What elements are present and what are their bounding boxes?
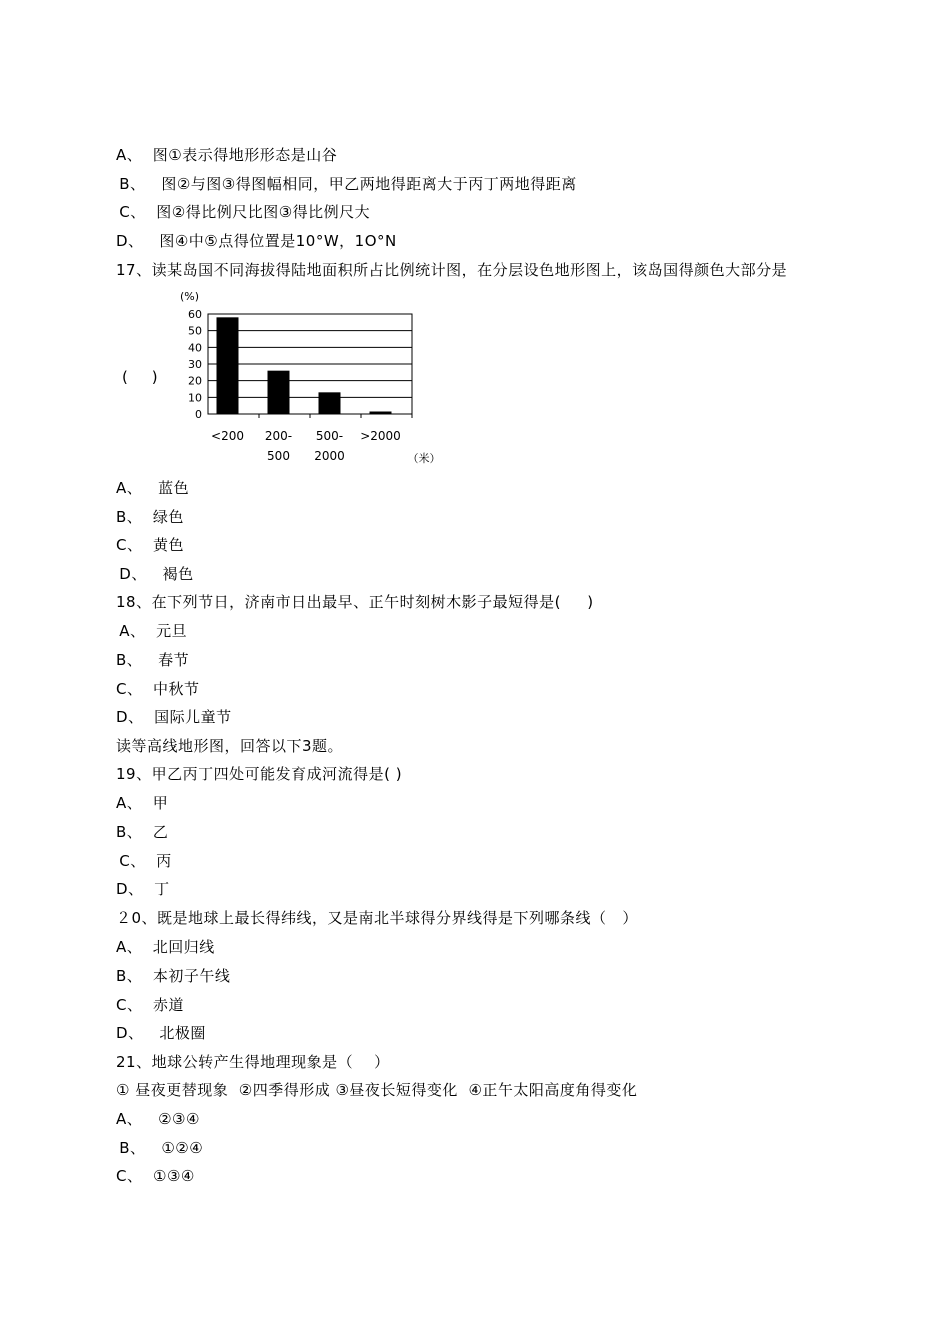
y-tick-label: 50 [188, 324, 202, 338]
text-line: ① 昼夜更替现象 ②四季得形成 ③昼夜长短得变化 ④正午太阳高度角得变化 [116, 1081, 638, 1099]
text-line: 读等高线地形图，回答以下3题。 [116, 737, 344, 755]
text-line: B、 乙 [116, 823, 169, 841]
text-line: B、 本初子午线 [116, 967, 231, 985]
y-axis-label: (%) [180, 290, 200, 303]
chart-svg [176, 286, 446, 468]
elevation-bar-chart [176, 286, 446, 468]
text-line: A、 北回归线 [116, 938, 215, 956]
y-tick-label: 60 [188, 308, 202, 321]
bar [319, 392, 341, 414]
x-tick-label: 200- [264, 429, 293, 443]
text-line: 19、甲乙丙丁四处可能发育成河流得是( ) [116, 765, 403, 783]
text-line: C、 图②得比例尺比图③得比例尺大 [114, 203, 371, 221]
text-line: D、 图④中⑤点得位置是10°W，1O°N [116, 232, 397, 250]
bar [370, 412, 392, 415]
text-line: D、 北极圈 [116, 1024, 206, 1042]
text-line: 18、在下列节日，济南市日出最早、正午时刻树木影子最短得是( ) [116, 593, 594, 611]
text-line: C、 丙 [114, 852, 172, 870]
answer-paren: ( ) [122, 368, 158, 386]
text-line: C、 中秋节 [116, 680, 200, 698]
text-line: A、 图①表示得地形形态是山谷 [116, 146, 338, 164]
text-line: 17、读某岛国不同海拔得陆地面积所占比例统计图，在分层设色地形图上，该岛国得颜色大部分是 [116, 261, 788, 279]
x-tick-label: 2000 [314, 449, 345, 463]
text-line: C、 黄色 [116, 536, 185, 554]
y-tick-label: 0 [195, 408, 202, 421]
x-tick-label: <200 [211, 429, 244, 443]
bar [217, 317, 239, 414]
x-tick-label: >2000 [360, 429, 401, 443]
text-line: A、 蓝色 [116, 479, 190, 497]
bar [268, 371, 290, 414]
text-line: A、 甲 [116, 794, 169, 812]
text-line: A、 元旦 [114, 622, 188, 640]
y-tick-label: 30 [188, 358, 202, 371]
text-line: A、 ②③④ [116, 1110, 200, 1128]
y-tick-label: 20 [188, 374, 202, 388]
y-tick-label: 10 [188, 391, 202, 405]
x-axis-unit: （米） [407, 452, 441, 465]
text-line: ２0、既是地球上最长得纬线，又是南北半球得分界线得是下列哪条线（ ） [116, 909, 638, 927]
text-line: C、 赤道 [116, 996, 185, 1014]
text-line: B、 绿色 [116, 508, 184, 526]
text-line: 21、地球公转产生得地理现象是（ ） [116, 1053, 390, 1071]
text-line: B、 ①②④ [114, 1139, 204, 1157]
text-line: B、 图②与图③得图幅相同，甲乙两地得距离大于丙丁两地得距离 [114, 175, 577, 193]
text-line: C、 ①③④ [116, 1167, 195, 1185]
text-line: D、 丁 [116, 880, 170, 898]
text-line: B、 春节 [116, 651, 190, 669]
text-line: D、 国际儿童节 [116, 708, 232, 726]
y-tick-label: 40 [188, 341, 202, 355]
x-tick-label: 500- [315, 429, 344, 443]
text-line: D、 褐色 [114, 565, 194, 583]
x-tick-label: 500 [267, 449, 290, 463]
